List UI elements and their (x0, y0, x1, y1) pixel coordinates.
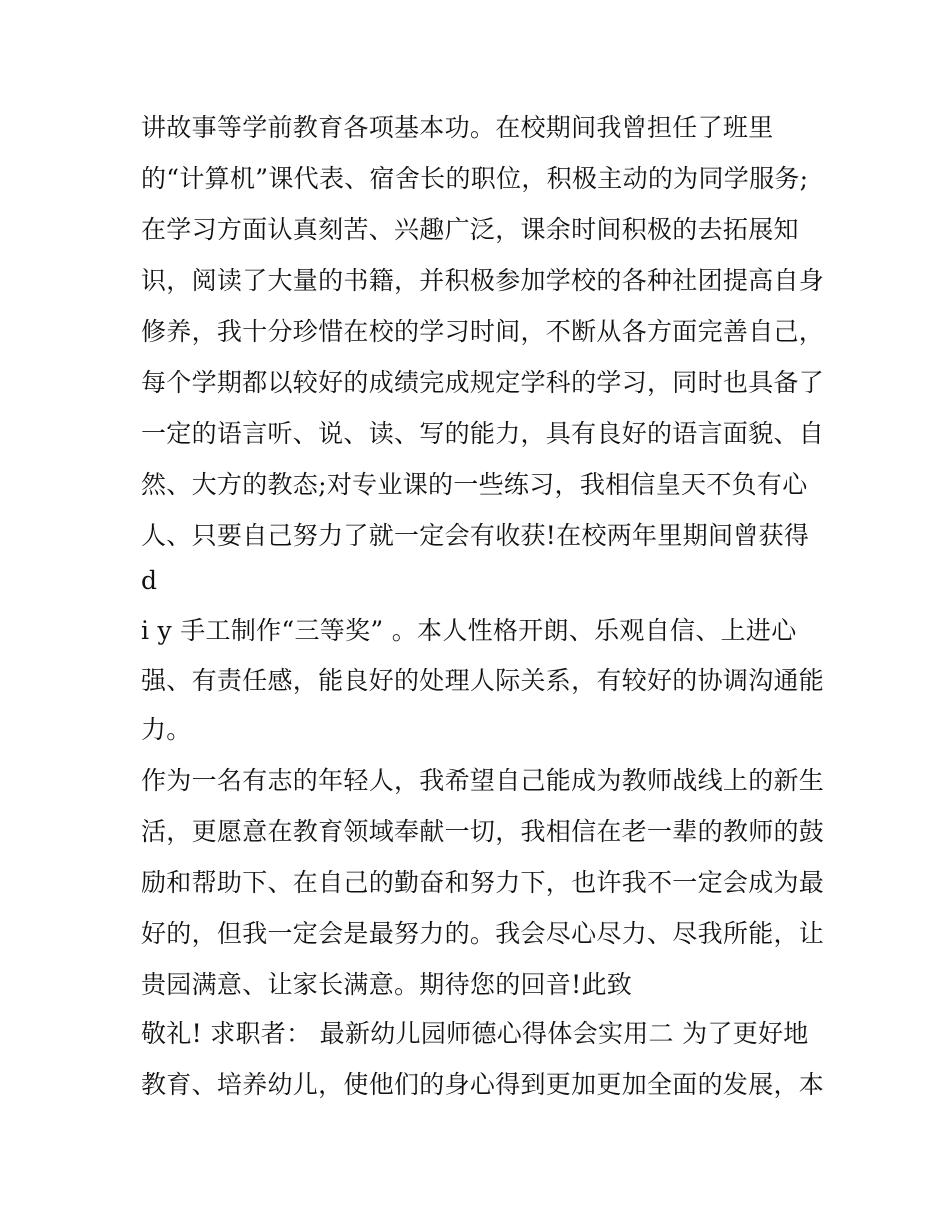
text-line: 贵园满意、让家长满意。期待您的回音!此致 (141, 970, 633, 999)
text-line: 然、大方的教态;对专业课的一些练习，我相信皇天不负有心 (141, 470, 808, 499)
text-line: i y 手工制作“三等奖” 。本人性格开朗、乐观自信、上进心 (141, 616, 797, 645)
text-line: 一定的语言听、说、读、写的能力，具有良好的语言面貌、自 (141, 419, 825, 448)
text-line: d (141, 566, 158, 595)
text-line: 敬礼! 求职者： 最新幼儿园师德心得体会实用二 为了更好地 (141, 1019, 809, 1048)
text-line: 识，阅读了大量的书籍，并积极参加学校的各种社团提高自身 (141, 266, 825, 295)
text-line: 力。 (141, 715, 192, 744)
text-line: 人、只要自己努力了就一定会有收获!在校两年里期间曾获得 (141, 521, 810, 550)
text-line: 每个学期都以较好的成绩完成规定学科的学习，同时也具备了 (141, 368, 825, 397)
text-line: 修养，我十分珍惜在校的学习时间，不断从各方面完善自己， (141, 317, 825, 346)
text-line: 作为一名有志的年轻人，我希望自己能成为教师战线上的新生 (141, 766, 825, 795)
text-line: 强、有责任感，能良好的处理人际关系，有较好的协调沟通能 (141, 666, 825, 695)
text-line: 讲故事等学前教育各项基本功。在校期间我曾担任了班里 (141, 113, 774, 142)
text-line: 好的，但我一定会是最努力的。我会尽心尽力、尽我所能，让 (141, 919, 825, 948)
text-line: 励和帮助下、在自己的勤奋和努力下，也许我不一定会成为最 (141, 868, 825, 897)
text-line: 活，更愿意在教育领域奉献一切，我相信在老一辈的教师的鼓 (141, 817, 825, 846)
text-line: 在学习方面认真刻苦、兴趣广泛，课余时间积极的去拓展知 (141, 215, 799, 244)
text-line: 教育、培养幼儿，使他们的身心得到更加更加全面的发展，本 (141, 1070, 825, 1099)
text-line: 的“计算机”课代表、宿舍长的职位，积极主动的为同学服务; (141, 164, 809, 193)
